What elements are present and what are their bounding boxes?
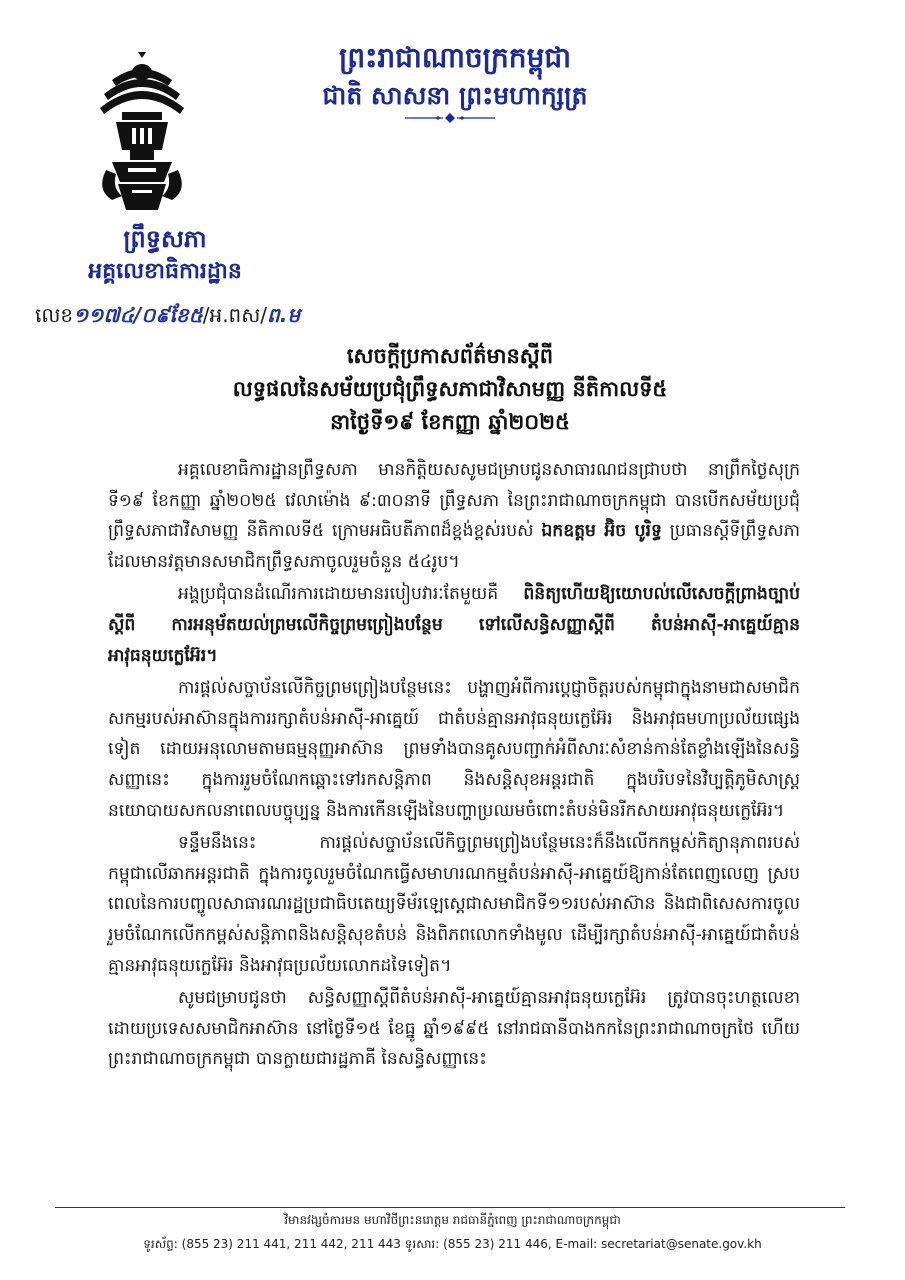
phone-numbers: (855 23) 211 441, 211 442, 211 443 xyxy=(181,1237,401,1251)
ref-handwritten-number: ១១៧៤/០៩ខែ៥ xyxy=(73,303,203,327)
org-name: ព្រឹទ្ធសភា xyxy=(123,225,207,253)
p1-text-a: អគ្គលេខាធិការដ្ឋានព្រឹទ្ធសភា មានកិត្តិយសសូមជម្រាបជូនសាធារណជនជ្រាបថា នាព្រឹកថ្ងៃសុក្រ ទី១៩ ខែកញ្ញា ឆ្នាំ២០២៥ វេលាម៉ោង ៩:៣០នាទី ព្រឹទ្ធសភា នៃព្រះរាជាណាចក្រកម្ពុជា បានបើកសម័យប្រជុំព្រឹទ្ធសភាជាវិសាមញ្ញ នីតិកាលទី៥ ក្រោមអធិបតីភាពដ៏ខ្ពង់ខ្ពស់របស់ xyxy=(108,460,800,542)
reference-number xyxy=(35,300,300,330)
title-line-3: នាថ្ងៃទី១៩ ខែកញ្ញា ឆ្នាំ២០២៥ xyxy=(330,410,570,434)
footer-rule xyxy=(55,1207,845,1208)
title-line-2: លទ្ធផលនៃសម័យប្រជុំព្រឹទ្ធសភាជាវិសាមញ្ញ នីតិកាលទី៥ xyxy=(232,377,668,401)
email-address: E-mail: secretariat@senate.gov.kh xyxy=(555,1237,762,1251)
senate-emblem-logo xyxy=(92,50,192,215)
fax-number: (855 23) 211 446, xyxy=(443,1237,552,1251)
p2-agenda-bold: ពិនិត្យហើយឱ្យយោបល់លើសេចក្ដីព្រាងច្បាប់ស្ដីពី ការអនុម័តយល់ព្រមលើកិច្ចព្រមព្រៀងបន្ថែម ទៅលើសន្ធិសញ្ញាស្ដីពី តំបន់អាស៊ី-អាគ្នេយ៍គ្មានអាវុធនុយក្លេអ៊ែរ។ xyxy=(108,584,800,666)
paragraph-1 xyxy=(108,455,800,577)
kingdom-heading xyxy=(290,38,620,114)
national-motto: ជាតិ សាសនា ព្រះមហាក្សត្រ xyxy=(322,81,588,110)
ref-suffix: /អ.ពស/ xyxy=(202,303,268,327)
ornament-divider xyxy=(405,112,495,124)
paragraph-2 xyxy=(108,579,800,671)
fax-label: ទូរសារ: xyxy=(404,1237,440,1251)
ref-prefix: លេខ xyxy=(35,303,74,327)
phone-label: ទូរស័ព្ទ: xyxy=(143,1237,178,1251)
paragraph-3: ការផ្ដល់សច្ចាប័នលើកិច្ចព្រមព្រៀងបន្ថែមនេះ បង្ហាញអំពីការប្ដេជ្ញាចិត្តរបស់កម្ពុជាក្នុងនាមជាសមាជិកសកម្មរបស់អាស៊ានក្នុងការរក្សាតំបន់អាស៊ី-អាគ្នេយ៍ ជាតំបន់គ្មានអាវុធនុយក្លេអ៊ែរ និងអាវុធមហាប្រល័យផ្សេងទៀត ដោយអនុលោមតាមធម្មនុញ្ញអាស៊ាន ព្រមទាំងបានគូសបញ្ជាក់អំពីសារៈសំខាន់កាន់តែខ្លាំងឡើងនៃសន្ធិសញ្ញានេះ ក្នុងការរួមចំណែកឆ្ពោះទៅរកសន្តិភាព និងសន្តិសុខអន្តរជាតិ ក្នុងបរិបទនៃវិប្បត្តិភូមិសាស្ត្រនយោបាយសកលនាពេលបច្ចុប្បន្ន និងការកើនឡើងនៃបញ្ហាប្រឈមចំពោះតំបន់មិនរីកសាយអាវុធនុយក្លេអ៊ែរ។ xyxy=(108,678,800,821)
issuing-organization xyxy=(40,222,290,288)
p1-president-name: ឯកឧត្ដម អ៊ិច បូរិទ្ធ xyxy=(541,521,662,542)
footer-address: វិមានវង្សចំការមន មហាវិថីព្រះនរោត្តម រាជធានីភ្នំពេញ ព្រះរាជាណាចក្រកម្ពុជា xyxy=(284,1213,621,1227)
kingdom-title: ព្រះរាជាណាចក្រកម្ពុជា xyxy=(338,41,571,74)
paragraph-5: សូមជម្រាបជូនថា សន្ធិសញ្ញាស្ដីពីតំបន់អាស៊ី-អាគ្នេយ៍គ្មានអាវុធនុយក្លេអ៊ែរ ត្រូវបានចុះហត្ថលេខាដោយប្រទេសសមាជិកអាស៊ាន នៅថ្ងៃទី១៥ ខែធ្នូ ឆ្នាំ១៩៩៥ នៅរាជធានីបាងកកនៃព្រះរាជាណាចក្រថៃ ហើយព្រះរាជាណាចក្រកម្ពុជា បានក្លាយជារដ្ឋភាគី នៃសន្ធិសញ្ញានេះ xyxy=(108,988,800,1070)
org-department: អគ្គលេខាធិការដ្ឋាន xyxy=(88,259,242,284)
title-line-1: សេចក្ដីប្រកាសព័ត៌មានស្ដីពី xyxy=(346,344,554,368)
footer-contact xyxy=(0,1236,905,1254)
p1-text-c: ប្រធានស្ដីទីព្រឹទ្ធសភា ដែលមានវត្តមានសមាជិកព្រឹទ្ធសភាចូលរួមចំនួន ៥៤រូប។ xyxy=(108,521,800,572)
document-body xyxy=(108,455,800,1077)
p2-text-a: អង្គប្រជុំបានដំណើរការដោយមានរបៀបវារៈតែមួយគឺ xyxy=(178,584,524,605)
ref-handwritten-tail: ព.ម xyxy=(267,303,301,327)
paragraph-4: ទន្ទឹមនឹងនេះ ការផ្ដល់សច្ចាប័នលើកិច្ចព្រមព្រៀងបន្ថែមនេះក៏នឹងលើកកម្ពស់កិត្យានុភាពរបស់កម្ពុជាលើឆាកអន្តរជាតិ ក្នុងការចូលរួមចំណែកធ្វើសមាហរណកម្មតំបន់អាស៊ី-អាគ្នេយ៍ឱ្យកាន់តែពេញលេញ ស្របពេលនៃការបញ្ចូលសាធារណរដ្ឋប្រជាធិបតេយ្យទីម័រឡេស្តេជាសមាជិកទី១១របស់អាស៊ាន និងជាពិសេសការចូលរួមចំណែកលើកកម្ពស់សន្តិភាពនិងសន្តិសុខតំបន់ និងពិភពលោកទាំងមូល ដើម្បីរក្សាតំបន់អាស៊ី-អាគ្នេយ៍ជាតំបន់គ្មានអាវុធនុយក្លេអ៊ែរ និងអាវុធប្រល័យលោកដទៃទៀត។ xyxy=(108,833,800,976)
document-title xyxy=(150,340,750,439)
